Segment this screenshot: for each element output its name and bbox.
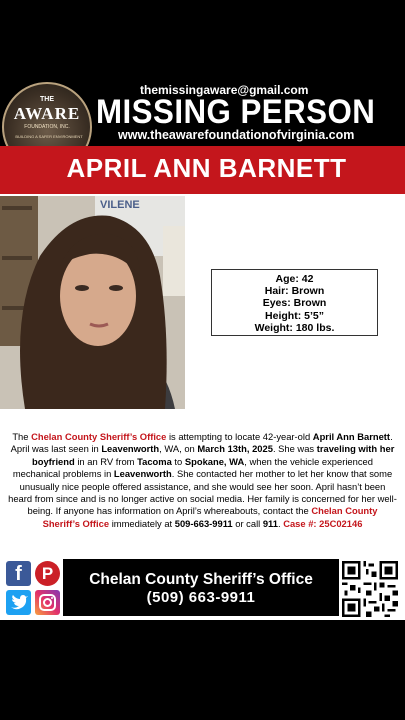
- desc-text: to: [171, 455, 185, 467]
- poster-title: MISSING PERSON: [96, 93, 376, 131]
- origin-mention: Tacoma: [137, 455, 172, 467]
- sheriff-contact-box: [63, 559, 339, 616]
- desc-text: immediately at: [109, 517, 175, 529]
- twitter-icon[interactable]: [6, 590, 31, 615]
- logo-aware-text: AWARE: [13, 104, 81, 123]
- travel-mention: traveling with her boyfriend: [32, 443, 395, 467]
- instagram-camera-glyph: [35, 590, 60, 615]
- age-text: Age: 42: [275, 273, 314, 285]
- desc-text: . She was: [272, 443, 317, 455]
- physical-description-box: [211, 269, 378, 336]
- desc-text: The: [12, 431, 32, 442]
- desc-text: . She contacted her mother to let her know that some unusually nice people offered assistance, and she would see her soon. April hasn’t been heard from since and is no longer active on social media. Her family is concerned for her well-being. If anyone has information on April’s whereabouts, contact the: [8, 468, 397, 517]
- person-name: APRIL ANN BARNETT: [66, 153, 347, 183]
- agency-mention: Chelan County Sheriff’s Office: [42, 505, 378, 529]
- weight-text: Weight: 180 lbs.: [254, 321, 335, 334]
- hair-text: Hair: Brown: [264, 285, 325, 298]
- sheriff-phone[interactable]: (509) 663-9911: [146, 589, 256, 606]
- foundation-website: www.theawarefoundationofvirginia.com: [118, 128, 355, 142]
- emergency-number: 911: [262, 517, 278, 529]
- case-description: [8, 431, 397, 530]
- logo-foundation-text: FOUNDATION, INC.: [24, 124, 70, 130]
- twitter-bird-glyph: [6, 590, 31, 615]
- phone-mention: 509-663-9911: [174, 517, 233, 529]
- desc-text: is attempting to locate 42-year-old: [166, 431, 313, 442]
- pinterest-icon[interactable]: P: [35, 561, 60, 586]
- height-text: Height: 5’5”: [265, 309, 324, 322]
- missing-person-photo: [0, 196, 185, 409]
- case-number: Case #: 25C02146: [283, 517, 363, 529]
- desc-text: . April was last seen in: [10, 431, 393, 455]
- desc-text: .: [277, 517, 284, 529]
- sheriff-office-name: Chelan County Sheriff’s Office: [89, 571, 313, 588]
- desc-text: , WA, on: [159, 443, 198, 455]
- social-icons: [6, 561, 60, 615]
- logo-tagline-text: BUILDING A SAFER ENVIRONMENT: [15, 134, 83, 139]
- date-mention: March 13th, 2025: [197, 443, 273, 455]
- facebook-icon[interactable]: f: [6, 561, 31, 586]
- person-name-mention: April Ann Barnett: [312, 431, 391, 442]
- desc-text: or call: [232, 517, 263, 529]
- qr-code[interactable]: [342, 561, 398, 617]
- location-mention: Leavenworth: [113, 468, 172, 480]
- destination-mention: Spokane, WA: [184, 455, 245, 467]
- eyes-text: Eyes: Brown: [262, 297, 327, 310]
- qr-code-graphic: [342, 561, 398, 617]
- contact-email: themissingaware@gmail.com: [140, 83, 309, 97]
- desc-text: , when the vehicle experienced mechanical problems in: [12, 455, 373, 480]
- agency-mention: Chelan County Sheriff’s Office: [31, 431, 167, 442]
- svg-text:VILENE: VILENE: [100, 199, 140, 211]
- instagram-icon[interactable]: [35, 590, 60, 615]
- desc-text: in an RV from: [74, 455, 138, 467]
- portrait-illustration: [0, 196, 185, 409]
- logo-the-text: THE: [40, 96, 54, 103]
- location-mention: Leavenworth: [101, 443, 160, 455]
